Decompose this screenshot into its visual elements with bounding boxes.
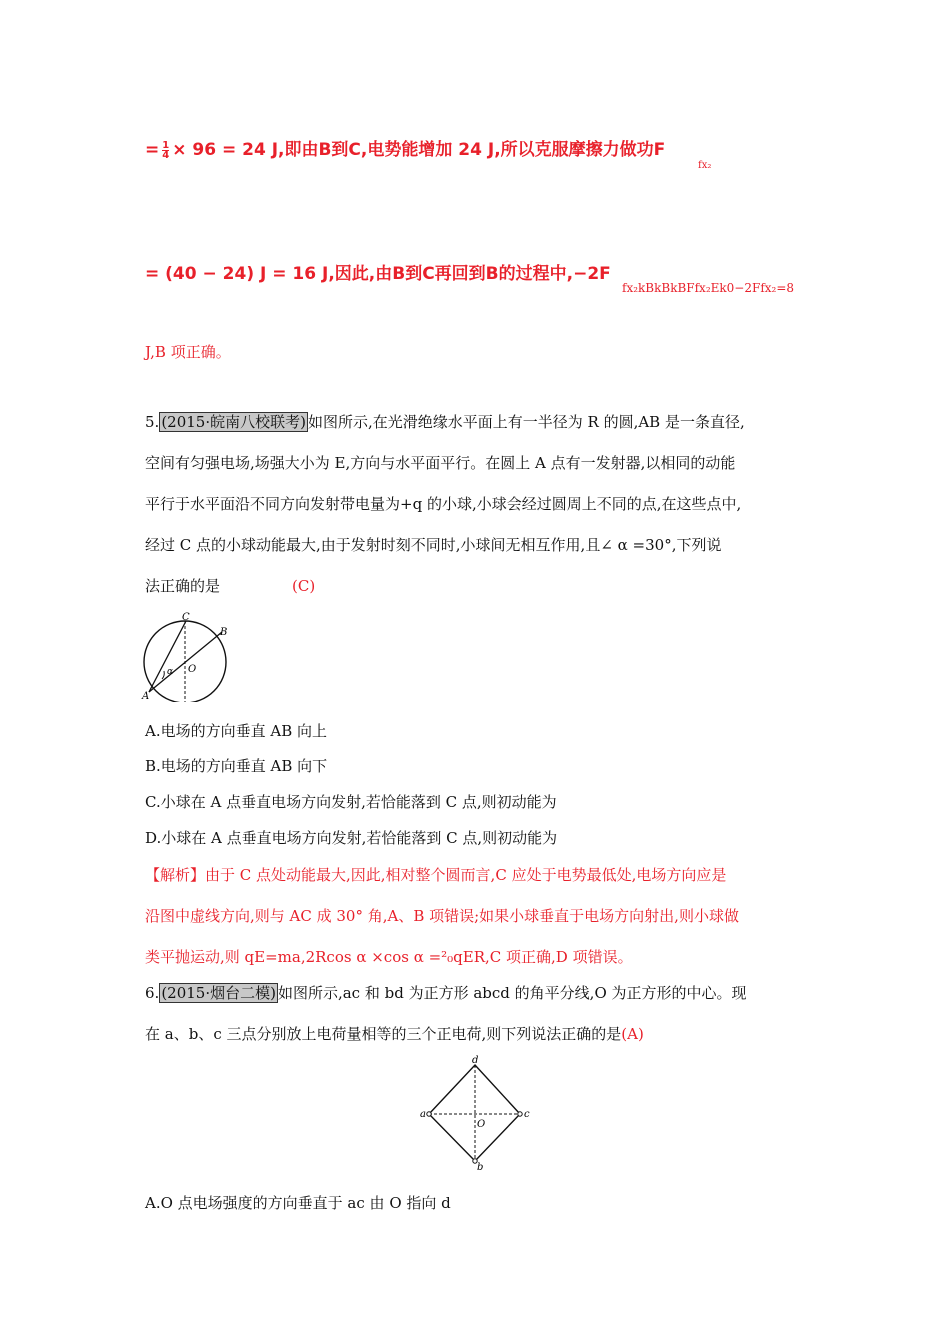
label-c: c (524, 1109, 530, 1120)
q6-line-2: 在 a、b、c 三点分别放上电荷量相等的三个正电荷,则下列说法正确的是(A) (145, 1025, 644, 1043)
q5-line-5: 法正确的是 (C) (145, 577, 316, 595)
q5-option-d: D.小球在 A 点垂直电场方向发射,若恰能落到 C 点,则初动能为 (145, 829, 558, 847)
label-a: A (142, 691, 150, 702)
q5-circle-figure (138, 610, 238, 702)
q5-answer: (C) (292, 577, 316, 595)
q6-source-tag: (2015·烟台二模) (161, 984, 276, 1002)
q6-number: 6. (145, 984, 160, 1002)
q5-source-tag: (2015·皖南八校联考) (161, 413, 306, 431)
charge-c (518, 1112, 522, 1116)
q6-option-a: A.O 点电场强度的方向垂直于 ac 由 O 指向 d (145, 1194, 451, 1212)
q5-line-4: 经过 C 点的小球动能最大,由于发射时刻不同时,小球间无相互作用,且∠ α =30°,下列说 (145, 536, 722, 554)
label-o: O (188, 664, 197, 675)
q5-option-b: B.电场的方向垂直 AB 向下 (145, 757, 328, 775)
label-alpha: α (167, 667, 174, 677)
q5-line-1: 5. (2015·皖南八校联考) 如图所示,在光滑绝缘水平面上有一半径为 R 的圆,AB 是一条直径, (145, 413, 745, 431)
angle-arc (162, 671, 164, 679)
subscript: fx₂ (698, 160, 712, 171)
solution-line-2: = (40 − 24) J = 16 J,因此,由B到C再回到B的过程中,−2F (145, 264, 611, 284)
subscript-chain: fx₂kBkBkBFfx₂Ek0−2Ffx₂=8 (622, 281, 795, 295)
q6-square-figure (414, 1054, 536, 1172)
q5-line-3: 平行于水平面沿不同方向发射带电量为+q 的小球,小球会经过圆周上不同的点,在这些点中, (145, 495, 742, 513)
charge-a (427, 1112, 431, 1116)
q5-analysis-2: 沿图中虚线方向,则与 AC 成 30° 角,A、B 项错误;如果小球垂直于电场方向射出,则小球做 (145, 907, 739, 925)
fraction: $\frac{1}{4}$ (162, 139, 170, 161)
label-b: B (220, 627, 228, 638)
chord-ac (149, 621, 186, 692)
q6-answer: (A) (621, 1025, 644, 1043)
q5-analysis-3: 类平抛运动,则 qE=ma,2Rcos α ×cos α =²₀qER,C 项正确,D 项错误。 (145, 948, 633, 966)
label-a: a (420, 1109, 426, 1120)
q5-analysis-1: 【解析】由于 C 点处动能最大,因此,相对整个圆而言,C 应处于电势最低处,电场方向应是 (145, 866, 727, 884)
q5-number: 5. (145, 413, 160, 431)
label-b: b (477, 1162, 484, 1172)
solution-line-1: = $\frac{1}{4}$ × 96 = 24 J,即由B到C,电势能增加 24 J,所以克服摩擦力做功F (145, 139, 666, 161)
label-d: d (472, 1055, 479, 1066)
label-o: O (477, 1119, 486, 1130)
q5-option-c: C.小球在 A 点垂直电场方向发射,若恰能落到 C 点,则初动能为 (145, 793, 557, 811)
q5-line-2: 空间有匀强电场,场强大小为 E,方向与水平面平行。在圆上 A 点有一发射器,以相同的动能 (145, 454, 736, 472)
q6-line-1: 6. (2015·烟台二模) 如图所示,ac 和 bd 为正方形 abcd 的角平分线,O 为正方形的中心。现 (145, 984, 747, 1002)
q5-option-a: A.电场的方向垂直 AB 向上 (145, 722, 327, 740)
solution-line-3: J,B 项正确。 (145, 343, 231, 361)
label-c: C (182, 612, 190, 623)
